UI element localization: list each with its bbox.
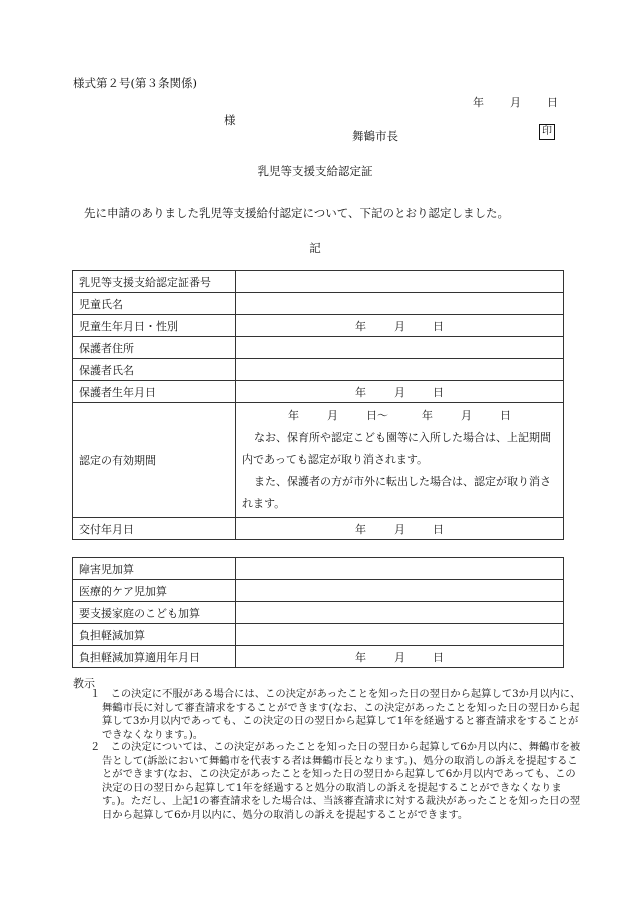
- day-tilde-label: 日〜: [365, 409, 388, 422]
- validity-period-label: 認定の有効期間: [73, 403, 236, 518]
- burden-reduction-field[interactable]: [235, 624, 563, 646]
- cert-number-field[interactable]: [235, 271, 563, 293]
- issue-date-header: [473, 94, 558, 110]
- year-label: 年: [354, 522, 366, 536]
- year-label: 年: [421, 409, 433, 422]
- medical-care-child-label: 医療的ケア児加算: [73, 580, 236, 602]
- table-row: [73, 646, 564, 668]
- day-label: 日: [432, 319, 444, 333]
- year-label: 年: [354, 650, 366, 664]
- child-birth-gender-label: 児童生年月日・性別: [73, 315, 236, 337]
- month-label: 月: [393, 522, 405, 536]
- disabled-child-field[interactable]: [235, 558, 563, 580]
- table-row: [73, 315, 564, 337]
- month-label: 月: [393, 319, 405, 333]
- form-number-label: 様式第２号(第３条関係): [73, 76, 197, 90]
- table-row: [73, 337, 564, 359]
- guardian-birth-field[interactable]: [235, 381, 563, 403]
- issuer-mayor: 舞鶴市長: [352, 129, 398, 143]
- month-label: 月: [393, 385, 405, 399]
- child-birth-date-field[interactable]: [235, 315, 563, 337]
- table-row: [73, 602, 564, 624]
- notice-heading: 教示: [73, 677, 95, 690]
- day-label: 日: [432, 522, 444, 536]
- support-family-field[interactable]: [235, 602, 563, 624]
- table-row: [73, 518, 564, 540]
- cert-number-label: 乳児等支援支給認定証番号: [73, 271, 236, 293]
- guardian-address-field[interactable]: [235, 337, 563, 359]
- ki-heading: 記: [309, 241, 321, 255]
- validity-period-field[interactable]: [235, 403, 563, 518]
- day-label: 日: [432, 385, 444, 399]
- validity-period-dates: [242, 405, 557, 427]
- medical-care-child-field[interactable]: [235, 580, 563, 602]
- disabled-child-label: 障害児加算: [73, 558, 236, 580]
- month-label: 月: [460, 409, 472, 422]
- day-label: 日: [432, 650, 444, 664]
- table-row: [73, 271, 564, 293]
- guardian-address-label: 保護者住所: [73, 337, 236, 359]
- notice-item-review-request: １ この決定に不服がある場合には、この決定があったことを知った日の翌日から起算して3か月以内に、舞鶴市長に対して審査請求をすることができます(なお、この決定があったことを知った日の翌日から起算して3か月以内であっても、この決定の日の翌日から起算して1年を経過すると審査請求をすることができなくなります。)。: [90, 688, 581, 741]
- burden-reduction-label: 負担軽減加算: [73, 624, 236, 646]
- table-row: [73, 558, 564, 580]
- child-name-label: 児童氏名: [73, 293, 236, 315]
- month-label: 月: [393, 650, 405, 664]
- period-note-relocation: また、保護者の方が市外に転出した場合は、認定が取り消されます。: [241, 475, 551, 510]
- issue-date-field[interactable]: [235, 518, 563, 540]
- year-label: 年: [354, 319, 366, 333]
- period-note-admission: なお、保育所や認定こども園等に入所した場合は、上記期間内であっても認定が取り消されます。: [241, 431, 551, 466]
- table-row: [73, 580, 564, 602]
- guardian-birth-label: 保護者生年月日: [73, 381, 236, 403]
- table-row: [73, 624, 564, 646]
- year-label: 年: [287, 409, 299, 422]
- document-title: 乳児等支援支給認定証: [257, 164, 373, 178]
- day-label: 日: [499, 409, 511, 422]
- recipient-honorific: 様: [224, 113, 236, 127]
- date-day-label: 日: [547, 96, 558, 109]
- date-year-label: 年: [473, 96, 484, 109]
- date-month-label: 月: [510, 96, 521, 109]
- burden-reduction-date-field[interactable]: [235, 646, 563, 668]
- guardian-name-field[interactable]: [235, 359, 563, 381]
- issue-date-label: 交付年月日: [73, 518, 236, 540]
- table-row: [73, 403, 564, 518]
- table-row: [73, 359, 564, 381]
- notice-item-lawsuit: ２ この決定については、この決定があったことを知った日の翌日から起算して6か月以内に、舞鶴市を被告として(訴訟において舞鶴市を代表する者は舞鶴市長となります。)、処分の取消しの訴えを提起することができます(なお、この決定があったことを知った日の翌日から起算して6か月以内であっても、この決定の日の翌日から起算して1年を経過すると処分の取消しの訴えを提起することができなくなります。)。ただし、上記1の審査請求をした場合は、当該審査請求に対する裁決があったことを知った日の翌日から起算して6か月以内に、処分の取消しの訴えを提起することができます。: [90, 741, 581, 821]
- intro-text: 先に申請のありました乳児等支援給付認定について、下記のとおり認定しました。: [84, 206, 510, 220]
- addon-table: [72, 557, 564, 668]
- child-name-field[interactable]: [235, 293, 563, 315]
- burden-reduction-date-label: 負担軽減加算適用年月日: [73, 646, 236, 668]
- table-row: [73, 293, 564, 315]
- seal-mark: 印: [539, 124, 555, 140]
- certification-table: [72, 270, 564, 540]
- table-row: [73, 381, 564, 403]
- guardian-name-label: 保護者氏名: [73, 359, 236, 381]
- support-family-label: 要支援家庭のこども加算: [73, 602, 236, 624]
- month-label: 月: [326, 409, 338, 422]
- year-label: 年: [354, 385, 366, 399]
